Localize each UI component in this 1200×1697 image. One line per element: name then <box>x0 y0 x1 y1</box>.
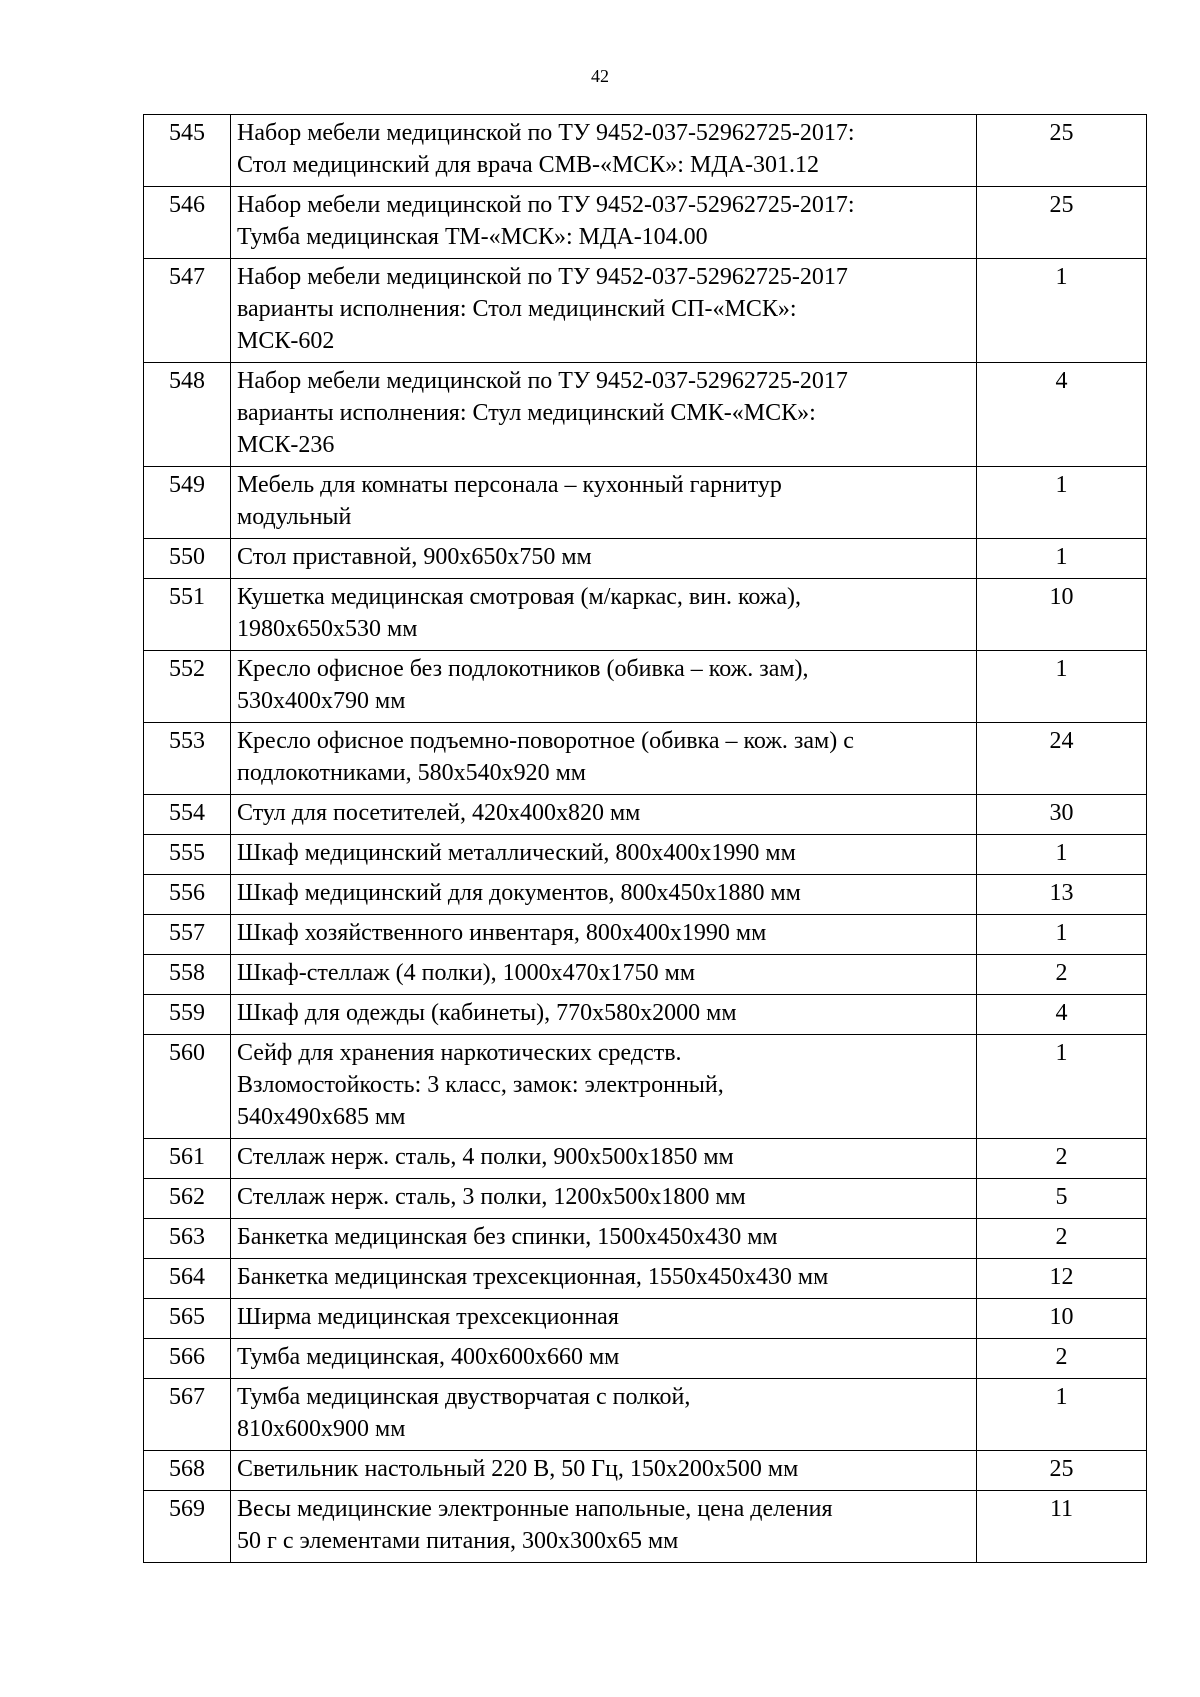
item-quantity: 1 <box>977 467 1147 539</box>
item-quantity: 1 <box>977 1035 1147 1139</box>
item-name: Шкаф хозяйственного инвентаря, 800х400х1990 мм <box>231 915 977 955</box>
table-row <box>144 579 1147 651</box>
item-name: Сейф для хранения наркотических средств. Взломостойкость: 3 класс, замок: электронный, 540х490х685 мм <box>231 1035 977 1139</box>
table-row <box>144 835 1147 875</box>
row-number: 557 <box>144 915 231 955</box>
table-row <box>144 875 1147 915</box>
item-name: Тумба медицинская, 400х600х660 мм <box>231 1339 977 1379</box>
item-quantity: 5 <box>977 1179 1147 1219</box>
item-quantity: 1 <box>977 651 1147 723</box>
row-number: 568 <box>144 1451 231 1491</box>
table-row <box>144 795 1147 835</box>
row-number: 545 <box>144 115 231 187</box>
table-row <box>144 723 1147 795</box>
item-quantity: 25 <box>977 1451 1147 1491</box>
table-row <box>144 1035 1147 1139</box>
row-number: 567 <box>144 1379 231 1451</box>
item-quantity: 2 <box>977 955 1147 995</box>
item-quantity: 2 <box>977 1219 1147 1259</box>
row-number: 550 <box>144 539 231 579</box>
table-row <box>144 115 1147 187</box>
row-number: 554 <box>144 795 231 835</box>
row-number: 562 <box>144 1179 231 1219</box>
item-quantity: 11 <box>977 1491 1147 1563</box>
equipment-table <box>143 114 1147 1563</box>
table-row <box>144 1451 1147 1491</box>
item-name: Светильник настольный 220 В, 50 Гц, 150х200х500 мм <box>231 1451 977 1491</box>
item-quantity: 4 <box>977 995 1147 1035</box>
item-name: Мебель для комнаты персонала – кухонный гарнитур модульный <box>231 467 977 539</box>
item-quantity: 30 <box>977 795 1147 835</box>
item-name: Ширма медицинская трехсекционная <box>231 1299 977 1339</box>
row-number: 548 <box>144 363 231 467</box>
row-number: 555 <box>144 835 231 875</box>
page-number: 42 <box>591 66 609 86</box>
row-number: 553 <box>144 723 231 795</box>
item-name: Набор мебели медицинской по ТУ 9452-037-52962725-2017: Стол медицинский для врача СМВ-«МСК»: МДА-301.12 <box>231 115 977 187</box>
row-number: 563 <box>144 1219 231 1259</box>
table-row <box>144 651 1147 723</box>
table-row <box>144 1299 1147 1339</box>
row-number: 564 <box>144 1259 231 1299</box>
item-quantity: 24 <box>977 723 1147 795</box>
table-row <box>144 1219 1147 1259</box>
row-number: 546 <box>144 187 231 259</box>
item-name: Шкаф для одежды (кабинеты), 770х580х2000 мм <box>231 995 977 1035</box>
item-name: Набор мебели медицинской по ТУ 9452-037-52962725-2017 варианты исполнения: Стул медицинский СМК-«МСК»: МСК-236 <box>231 363 977 467</box>
item-name: Стеллаж нерж. сталь, 4 полки, 900х500х1850 мм <box>231 1139 977 1179</box>
item-name: Кушетка медицинская смотровая (м/каркас, вин. кожа), 1980х650х530 мм <box>231 579 977 651</box>
row-number: 549 <box>144 467 231 539</box>
item-name: Шкаф медицинский металлический, 800х400х1990 мм <box>231 835 977 875</box>
item-quantity: 1 <box>977 835 1147 875</box>
table-row <box>144 955 1147 995</box>
table-row <box>144 1179 1147 1219</box>
item-quantity: 13 <box>977 875 1147 915</box>
item-quantity: 4 <box>977 363 1147 467</box>
item-quantity: 12 <box>977 1259 1147 1299</box>
row-number: 547 <box>144 259 231 363</box>
item-quantity: 25 <box>977 115 1147 187</box>
row-number: 558 <box>144 955 231 995</box>
item-name: Стол приставной, 900х650х750 мм <box>231 539 977 579</box>
table-row <box>144 187 1147 259</box>
table-row <box>144 1339 1147 1379</box>
table-row <box>144 1139 1147 1179</box>
table-row <box>144 539 1147 579</box>
item-name: Тумба медицинская двустворчатая с полкой, 810х600х900 мм <box>231 1379 977 1451</box>
item-quantity: 25 <box>977 187 1147 259</box>
item-name: Стеллаж нерж. сталь, 3 полки, 1200х500х1800 мм <box>231 1179 977 1219</box>
item-quantity: 1 <box>977 259 1147 363</box>
row-number: 556 <box>144 875 231 915</box>
item-quantity: 1 <box>977 1379 1147 1451</box>
row-number: 566 <box>144 1339 231 1379</box>
row-number: 569 <box>144 1491 231 1563</box>
table-row <box>144 1259 1147 1299</box>
item-quantity: 2 <box>977 1339 1147 1379</box>
equipment-table-body <box>144 115 1147 1563</box>
table-row <box>144 1379 1147 1451</box>
item-name: Банкетка медицинская трехсекционная, 1550х450х430 мм <box>231 1259 977 1299</box>
table-row <box>144 915 1147 955</box>
table-row <box>144 995 1147 1035</box>
table-row <box>144 363 1147 467</box>
table-row <box>144 1491 1147 1563</box>
item-name: Кресло офисное подъемно-поворотное (обивка – кож. зам) с подлокотниками, 580х540х920 мм <box>231 723 977 795</box>
row-number: 561 <box>144 1139 231 1179</box>
item-quantity: 10 <box>977 1299 1147 1339</box>
item-name: Набор мебели медицинской по ТУ 9452-037-52962725-2017 варианты исполнения: Стол медицинский СП-«МСК»: МСК-602 <box>231 259 977 363</box>
item-name: Шкаф-стеллаж (4 полки), 1000х470х1750 мм <box>231 955 977 995</box>
table-row <box>144 259 1147 363</box>
item-name: Набор мебели медицинской по ТУ 9452-037-52962725-2017: Тумба медицинская ТМ-«МСК»: МДА-104.00 <box>231 187 977 259</box>
item-quantity: 10 <box>977 579 1147 651</box>
row-number: 552 <box>144 651 231 723</box>
row-number: 560 <box>144 1035 231 1139</box>
item-name: Весы медицинские электронные напольные, цена деления 50 г с элементами питания, 300х300х65 мм <box>231 1491 977 1563</box>
item-quantity: 1 <box>977 915 1147 955</box>
item-quantity: 2 <box>977 1139 1147 1179</box>
item-quantity: 1 <box>977 539 1147 579</box>
row-number: 565 <box>144 1299 231 1339</box>
row-number: 559 <box>144 995 231 1035</box>
item-name: Кресло офисное без подлокотников (обивка – кож. зам), 530х400х790 мм <box>231 651 977 723</box>
item-name: Банкетка медицинская без спинки, 1500х450х430 мм <box>231 1219 977 1259</box>
item-name: Стул для посетителей, 420х400х820 мм <box>231 795 977 835</box>
table-row <box>144 467 1147 539</box>
item-name: Шкаф медицинский для документов, 800х450х1880 мм <box>231 875 977 915</box>
row-number: 551 <box>144 579 231 651</box>
